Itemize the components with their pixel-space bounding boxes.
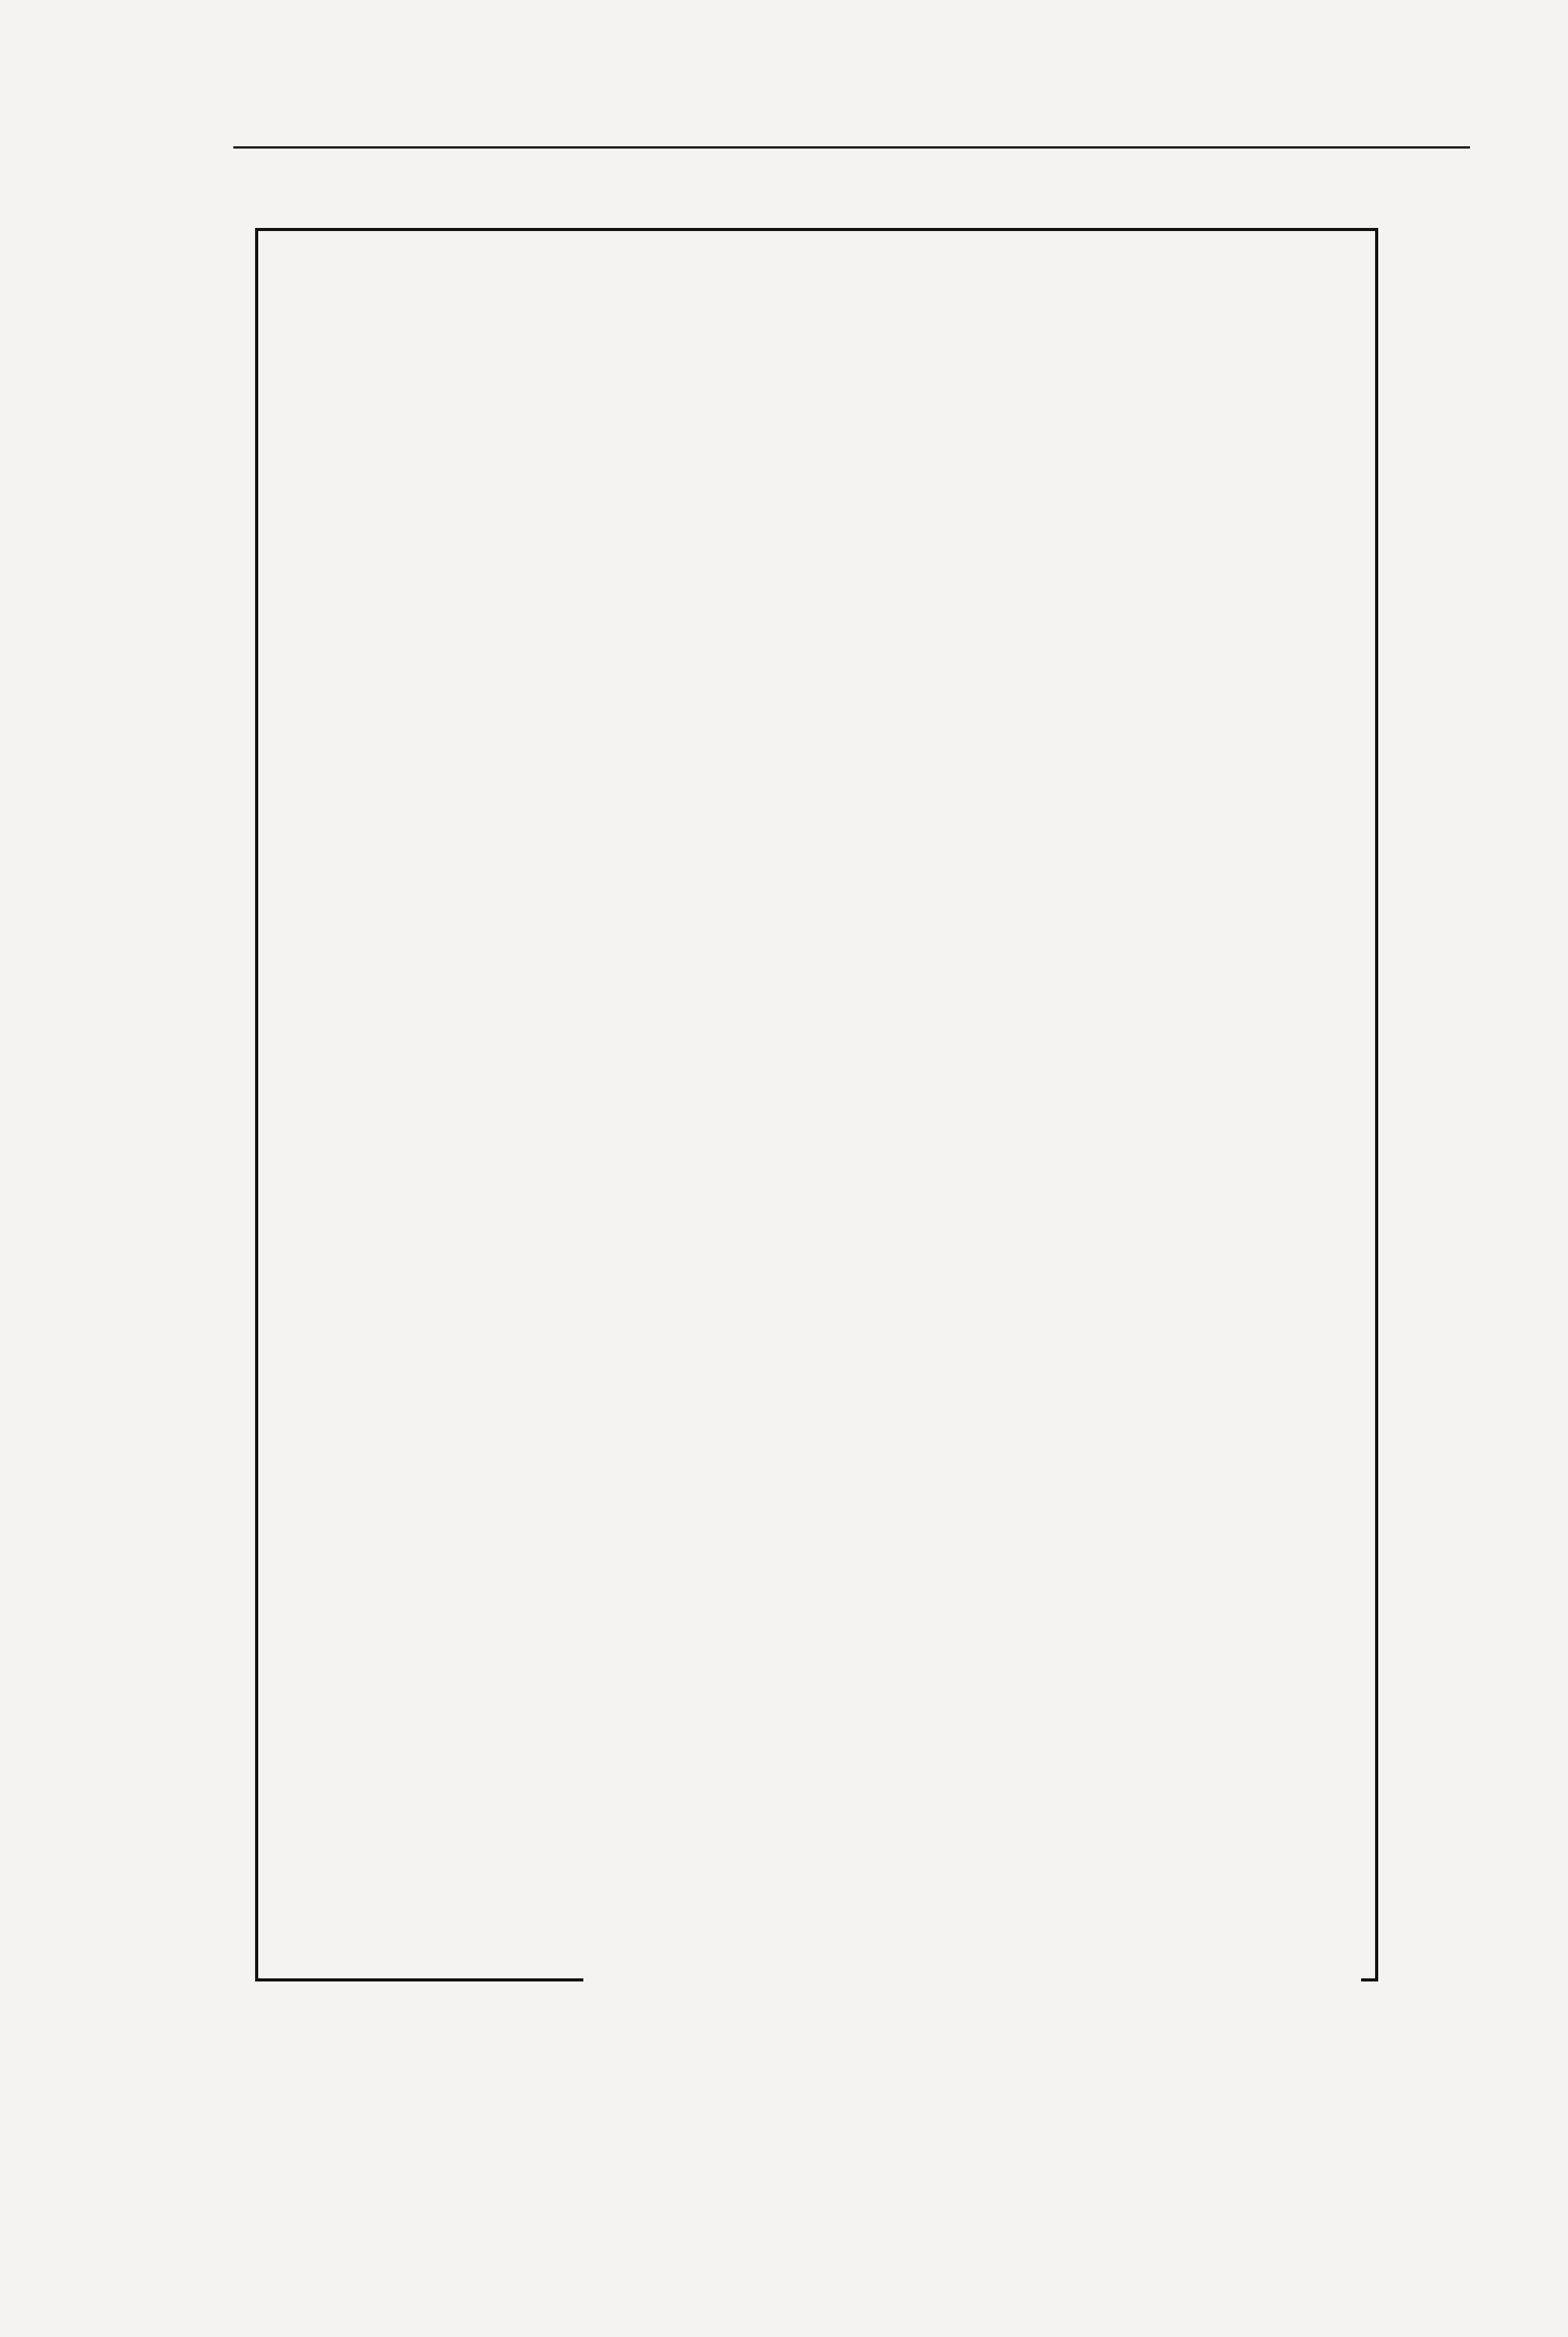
legend-panel — [583, 1424, 1361, 1984]
